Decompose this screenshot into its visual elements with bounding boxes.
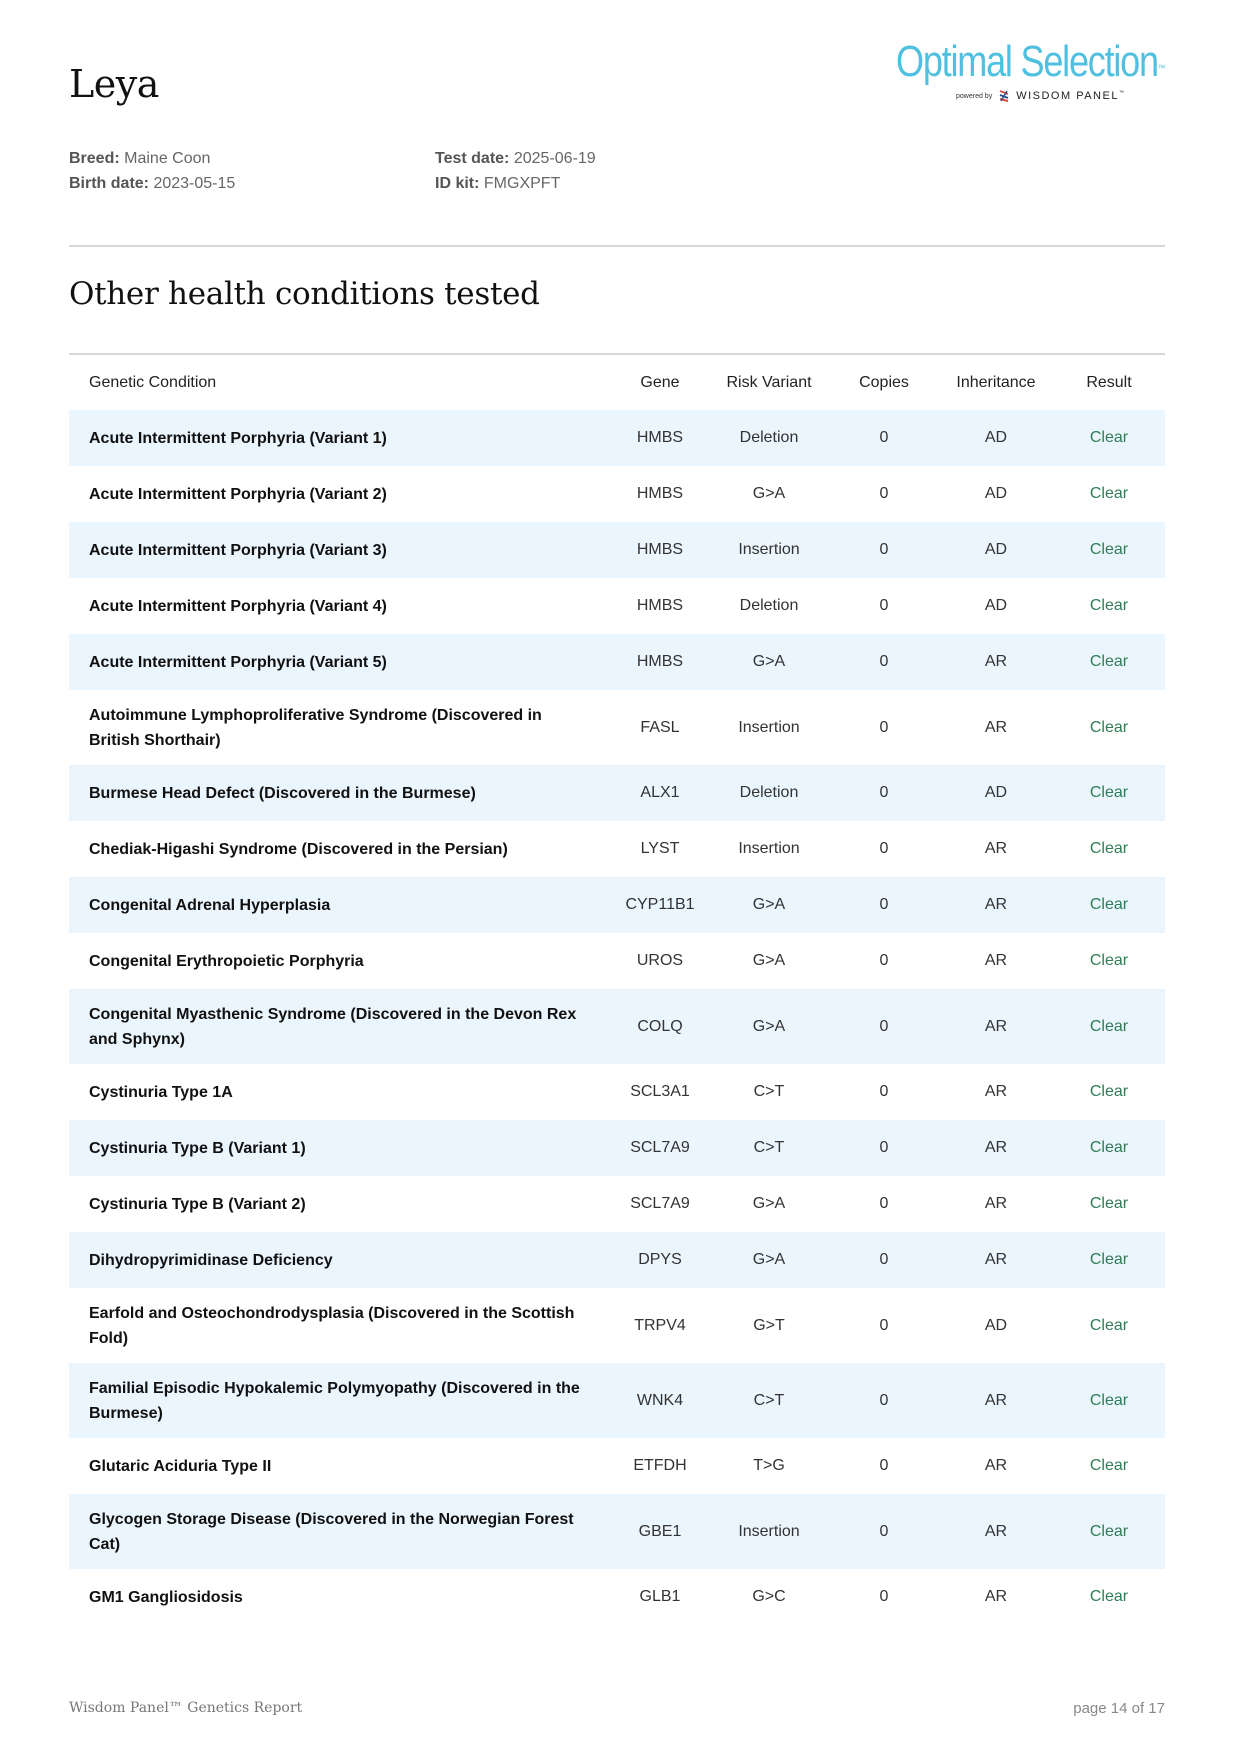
cell-result: Clear [1089,1457,1129,1474]
cell-copies: 0 [879,784,889,801]
cell-risk-variant: Deletion [739,429,799,446]
health-conditions-table [69,356,1165,1625]
cell-gene: ETFDH [633,1457,687,1474]
cell-result: Clear [1089,718,1129,736]
cell-result: Clear [1089,485,1129,502]
cell-condition: Autoimmune Lymphoproliferative Syndrome (Discovered in British Shorthair) [89,706,542,749]
cell-condition: Burmese Head Defect (Discovered in the Burmese) [89,784,476,802]
table-row [69,690,1165,765]
cell-risk-variant: C>T [753,1083,785,1100]
cell-risk-variant: C>T [753,1139,785,1156]
header-result: Result [1086,374,1132,391]
table-row [69,1120,1165,1176]
logo-subline [956,90,1125,102]
table-row [69,933,1165,989]
cell-risk-variant: G>A [752,896,786,913]
cell-gene: CYP11B1 [625,896,695,913]
cell-gene: GBE1 [638,1522,682,1540]
table-row [69,466,1165,522]
cell-copies: 0 [879,1457,889,1474]
cell-condition: Congenital Adrenal Hyperplasia [89,896,331,914]
cell-condition: GM1 Gangliosidosis [89,1588,243,1606]
table-top-divider [69,353,1165,355]
header-risk-variant: Risk Variant [726,374,812,391]
cell-inheritance: AR [984,718,1008,736]
header-divider [69,245,1165,247]
table-header-row [69,356,1165,410]
table-row [69,1288,1165,1363]
cell-inheritance: AD [984,1316,1008,1334]
optimal-selection-logo [896,37,1166,108]
cell-condition: Acute Intermittent Porphyria (Variant 4) [89,597,387,615]
table-row [69,1232,1165,1288]
cell-inheritance: AD [984,784,1008,801]
cell-condition: Glutaric Aciduria Type II [89,1457,272,1475]
cell-risk-variant: G>A [752,485,786,502]
table-row [69,1438,1165,1494]
header-genetic-condition: Genetic Condition [89,374,217,391]
cell-result: Clear [1089,784,1129,801]
cell-condition: Cystinuria Type B (Variant 2) [89,1195,306,1213]
cell-risk-variant: G>A [752,653,786,670]
cell-gene: COLQ [637,1017,683,1035]
footer-page-number: page 14 of 17 [1073,1700,1165,1717]
cell-inheritance: AR [984,1522,1008,1540]
cell-risk-variant: T>G [753,1457,785,1474]
cell-result: Clear [1089,597,1129,614]
cell-risk-variant: Deletion [739,784,799,801]
cell-result: Clear [1089,1391,1129,1409]
cell-gene: SCL7A9 [630,1195,690,1212]
cell-result: Clear [1089,1588,1129,1605]
cell-inheritance: AR [984,653,1008,670]
cell-condition: Glycogen Storage Disease (Discovered in the Norwegian Forest Cat) [89,1510,574,1553]
cell-result: Clear [1089,1017,1129,1035]
cell-result: Clear [1089,1195,1129,1212]
cell-gene: TRPV4 [634,1316,686,1334]
cell-condition: Familial Episodic Hypokalemic Polymyopathy (Discovered in the Burmese) [89,1379,580,1422]
cell-risk-variant: Insertion [738,1522,800,1540]
cell-gene: UROS [636,952,684,969]
cell-copies: 0 [879,896,889,913]
cell-gene: HMBS [636,429,684,446]
cell-inheritance: AR [984,1391,1008,1409]
table-row [69,1494,1165,1569]
cell-gene: HMBS [636,541,684,558]
cell-inheritance: AR [984,1195,1008,1212]
section-title: Other health conditions tested [69,276,540,312]
cell-copies: 0 [879,1139,889,1156]
cell-inheritance: AR [984,1139,1008,1156]
pet-details-right [435,146,596,196]
cell-gene: DPYS [638,1251,682,1268]
table-row [69,578,1165,634]
cell-inheritance: AR [984,952,1008,969]
cell-copies: 0 [879,429,889,446]
cell-risk-variant: Insertion [738,840,800,857]
table-row [69,765,1165,821]
cell-risk-variant: G>T [753,1316,785,1334]
cell-result: Clear [1089,1316,1129,1334]
cell-condition: Acute Intermittent Porphyria (Variant 3) [89,541,387,559]
cell-inheritance: AR [984,896,1008,913]
table-row [69,1363,1165,1438]
cell-copies: 0 [879,952,889,969]
header-inheritance: Inheritance [956,374,1036,391]
table-row [69,522,1165,578]
cell-result: Clear [1089,840,1129,857]
cell-condition: Acute Intermittent Porphyria (Variant 5) [89,653,387,671]
cell-result: Clear [1089,1251,1129,1268]
wisdom-panel-brand: WISDOM PANEL™ [1016,90,1126,102]
cell-condition: Chediak-Higashi Syndrome (Discovered in the Persian) [89,840,508,858]
footer-report-name: Wisdom Panel™ Genetics Report [69,1700,303,1716]
breed-field: Breed: Maine Coon [69,150,211,167]
table-row [69,877,1165,933]
cell-condition: Cystinuria Type 1A [89,1083,233,1101]
cell-risk-variant: G>C [752,1588,786,1605]
cell-gene: SCL7A9 [630,1139,690,1156]
cell-condition: Cystinuria Type B (Variant 1) [89,1139,306,1157]
cell-condition: Acute Intermittent Porphyria (Variant 2) [89,485,387,503]
cell-risk-variant: G>A [752,1251,786,1268]
cell-inheritance: AR [984,1017,1008,1035]
pet-name: Leya [69,62,159,106]
pet-details-left [69,146,235,196]
cell-copies: 0 [879,541,889,558]
cell-condition: Dihydropyrimidinase Deficiency [89,1251,333,1269]
cell-risk-variant: G>A [752,952,786,969]
table-row [69,989,1165,1064]
cell-inheritance: AD [984,541,1008,558]
kit-id-field: ID kit: FMGXPFT [435,175,561,192]
cell-inheritance: AR [984,1588,1008,1605]
cell-result: Clear [1089,952,1129,969]
cell-risk-variant: G>A [752,1195,786,1212]
cell-inheritance: AD [984,597,1008,614]
cell-gene: HMBS [636,597,684,614]
cell-condition: Congenital Erythropoietic Porphyria [89,952,364,970]
cell-result: Clear [1089,541,1129,558]
cell-copies: 0 [879,1316,889,1334]
table-row [69,634,1165,690]
cell-result: Clear [1089,1139,1129,1156]
table-row [69,410,1165,466]
wisdom-panel-helix-icon [998,90,1010,102]
cell-gene: FASL [640,718,680,736]
cell-gene: HMBS [636,653,684,670]
cell-inheritance: AR [984,1457,1008,1474]
cell-gene: HMBS [636,485,684,502]
cell-copies: 0 [879,653,889,670]
cell-inheritance: AR [984,840,1008,857]
cell-condition: Earfold and Osteochondrodysplasia (Discovered in the Scottish Fold) [89,1304,575,1347]
cell-copies: 0 [879,1251,889,1268]
cell-risk-variant: Insertion [738,541,800,558]
cell-risk-variant: Insertion [738,718,800,736]
cell-copies: 0 [879,718,889,736]
logo-title: Optimal Selection™ [896,37,1166,86]
cell-gene: SCL3A1 [630,1083,690,1100]
cell-result: Clear [1089,896,1129,913]
cell-copies: 0 [879,1588,889,1605]
cell-copies: 0 [879,597,889,614]
cell-inheritance: AR [984,1251,1008,1268]
cell-result: Clear [1089,1083,1129,1100]
cell-gene: GLB1 [639,1588,681,1605]
cell-inheritance: AD [984,429,1008,446]
cell-gene: ALX1 [640,784,680,801]
table-row [69,1064,1165,1120]
cell-condition: Acute Intermittent Porphyria (Variant 1) [89,429,387,447]
cell-risk-variant: Deletion [739,597,799,614]
powered-by-text: powered by [956,92,993,100]
cell-result: Clear [1089,429,1129,446]
cell-copies: 0 [879,1017,889,1035]
cell-copies: 0 [879,840,889,857]
cell-copies: 0 [879,485,889,502]
cell-copies: 0 [879,1522,889,1540]
cell-risk-variant: G>A [752,1017,786,1035]
table-row [69,1176,1165,1232]
cell-gene: WNK4 [636,1391,684,1409]
cell-result: Clear [1089,653,1129,670]
table-row [69,821,1165,877]
cell-gene: LYST [640,840,680,857]
cell-inheritance: AD [984,485,1008,502]
cell-inheritance: AR [984,1083,1008,1100]
cell-result: Clear [1089,1522,1129,1540]
birth-date-field: Birth date: 2023-05-15 [69,175,236,192]
test-date-field: Test date: 2025-06-19 [435,150,596,167]
header-copies: Copies [859,374,909,391]
cell-copies: 0 [879,1083,889,1100]
cell-condition: Congenital Myasthenic Syndrome (Discovered in the Devon Rex and Sphynx) [89,1005,577,1048]
cell-copies: 0 [879,1195,889,1212]
cell-risk-variant: C>T [753,1391,785,1409]
header-gene: Gene [640,374,680,391]
table-body [69,410,1165,1625]
table-row [69,1569,1165,1625]
cell-copies: 0 [879,1391,889,1409]
